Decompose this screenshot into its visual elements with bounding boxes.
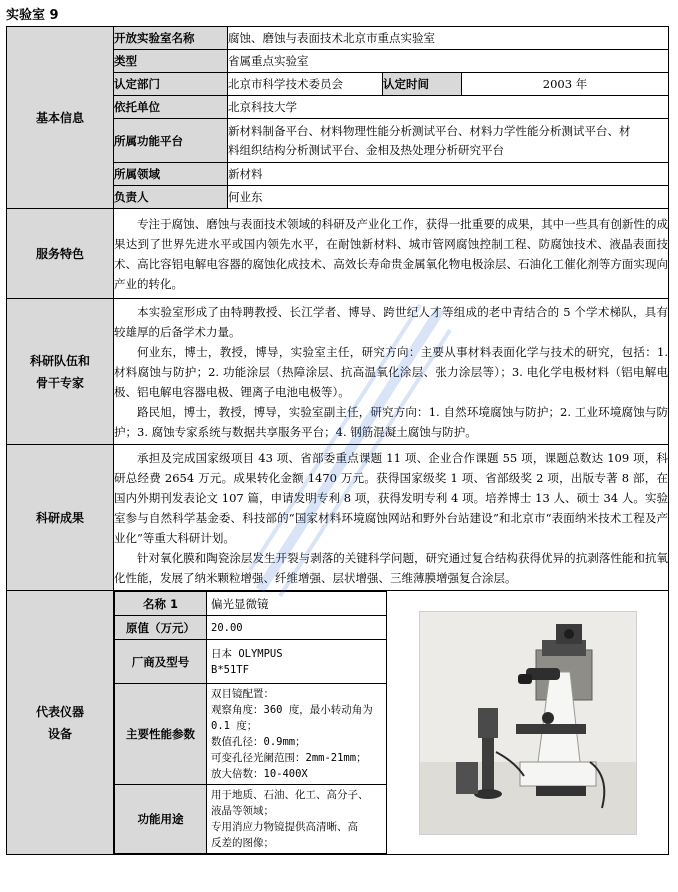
use-line: 液晶等领域； <box>211 805 274 817</box>
field-label: 所属领域 <box>114 163 228 186</box>
equipment-label-line-2: 设备 <box>47 726 72 741</box>
lab-name-label: 开放实验室名称 <box>114 27 228 50</box>
perf-line: 0.1 度； <box>211 720 258 732</box>
equipment-cell <box>114 591 669 855</box>
section-label-results: 科研成果 <box>7 445 114 591</box>
platform-label: 所属功能平台 <box>114 119 228 163</box>
lab-name-value: 腐蚀、磨蚀与表面技术北京市重点实验室 <box>228 27 669 50</box>
team-paragraph-3: 路民旭，博士，教授，博导，实验室副主任，研究方向：1. 自然环境腐蚀与防护；2. 工业环境腐蚀与防护；3. 腐蚀专家系统与数据共享服务平台；4. 钢筋混凝土腐蚀与防护。 <box>114 404 669 439</box>
features-text: 专注于腐蚀、磨蚀与表面技术领域的科研及产业化工作，获得一批重要的成果，其中一些具有创新性的成果达到了世界先进水平或国内领先水平，在耐蚀新材料、城市管网腐蚀控制工程、防腐蚀技术、液晶表面技术、高比容铝电解电容器的腐蚀化成技术、高效长寿命贵金属氧化物电极涂层、石油化工催化剂等方面实现向产业的转化。 <box>114 216 669 291</box>
section-label-team <box>7 299 114 445</box>
equip-price-value: 20.00 <box>207 616 387 640</box>
equip-name-value: 偏光显微镜 <box>207 592 387 616</box>
team-label-line-1: 科研队伍和 <box>29 353 90 368</box>
perf-line: 双目镜配置： <box>211 688 274 700</box>
equip-use-value <box>207 785 387 854</box>
platform-line-2: 料组织结构分析测试平台、金相及热处理分析研究平台 <box>228 142 504 157</box>
section-label-equipment <box>7 591 114 855</box>
perf-line: 观察角度：360 度，最小转动角为 <box>211 704 373 716</box>
perf-line: 可变孔径光阑范围：2mm-21mm； <box>211 752 367 764</box>
microscope-illustration <box>420 612 636 834</box>
unit-value: 北京科技大学 <box>228 96 669 119</box>
equipment-table <box>114 591 668 854</box>
equip-maker-line-1: 日本 OLYMPUS <box>211 647 283 660</box>
equip-price-label: 原值（万元） <box>115 616 207 640</box>
field-value: 新材料 <box>228 163 669 186</box>
dept-value: 北京市科学技术委员会 <box>228 73 383 96</box>
dept-label: 认定部门 <box>114 73 228 96</box>
page-title: 实验室 9 <box>6 8 59 23</box>
team-text-cell <box>114 299 669 445</box>
lab-type-label: 类型 <box>114 50 228 73</box>
results-paragraph-2: 针对氧化膜和陶瓷涂层发生开裂与剥落的关键科学问题，研究通过复合结构获得优异的抗剥落性能和抗氧化性能，发展了纳米颗粒增强、纤维增强、层状增强、三维薄膜增强复合涂层。 <box>114 550 669 585</box>
time-label: 认定时间 <box>383 73 462 96</box>
use-line: 专用消应力物镜提供高清晰、高 <box>211 821 358 833</box>
head-label: 负责人 <box>114 186 228 209</box>
lab-info-table <box>6 26 669 855</box>
time-value: 2003 年 <box>462 73 669 96</box>
equip-use-label: 功能用途 <box>115 785 207 854</box>
microscope-photo <box>419 611 637 835</box>
equip-perf-value <box>207 684 387 785</box>
equip-maker-line-2: B*51TF <box>211 663 249 676</box>
team-paragraph-1: 本实验室形成了由特聘教授、长江学者、博导、跨世纪人才等组成的老中青结合的 5 个学术梯队，具有较雄厚的后备学术力量。 <box>114 304 669 339</box>
equip-name-label: 名称 1 <box>115 592 207 616</box>
use-line: 反差的图像； <box>211 837 274 849</box>
head-value: 何业东 <box>228 186 669 209</box>
perf-line: 数值孔径：0.9mm； <box>211 736 306 748</box>
equip-maker-value <box>207 640 387 684</box>
team-paragraph-2: 何业东，博士，教授，博导，实验室主任，研究方向：主要从事材料表面化学与技术的研究，包括：1. 材料腐蚀与防护；2. 功能涂层（热障涂层、抗高温氧化涂层、张力涂层等）；3. 电化学电极材料（铝电解电极、铝电解电容器电极、锂离子电池电极等）。 <box>114 344 669 399</box>
section-label-basic: 基本信息 <box>7 27 114 209</box>
unit-label: 依托单位 <box>114 96 228 119</box>
equipment-label-line-1: 代表仪器 <box>35 704 84 719</box>
section-label-features: 服务特色 <box>7 209 114 299</box>
platform-value <box>228 119 669 163</box>
equip-perf-label: 主要性能参数 <box>115 684 207 785</box>
platform-line-1: 新材料制备平台、材料物理性能分析测试平台、材料力学性能分析测试平台、材 <box>228 123 631 138</box>
lab-type-value: 省属重点实验室 <box>228 50 669 73</box>
features-text-cell <box>114 209 669 299</box>
equip-maker-label: 厂商及型号 <box>115 640 207 684</box>
use-line: 用于地质、石油、化工、高分子、 <box>211 789 369 801</box>
results-paragraph-1: 承担及完成国家级项目 43 项、省部委重点课题 11 项、企业合作课题 55 项，课题总数达 109 项，科研总经费 2654 万元。成果转化金额 1470 万元。获得国家级奖 1 项、省部级奖 2 项，出版专著 8 部，在国内外期刊发表论文 107 篇，申请发明专利 8 项，获得发明专利 4 项。培养博士 13 人、硕士 34 人。实验室参与自然科学基金委、科技部的“国家材料环境腐蚀网站和野外台站建设”和北京市“表面纳米技术工程及产业化”等重大科研计划。 <box>114 450 669 545</box>
results-text-cell <box>114 445 669 591</box>
team-label-line-2: 骨干专家 <box>35 375 84 390</box>
perf-line: 放大倍数：10-400X <box>211 768 308 780</box>
equipment-photo-cell <box>387 592 669 854</box>
